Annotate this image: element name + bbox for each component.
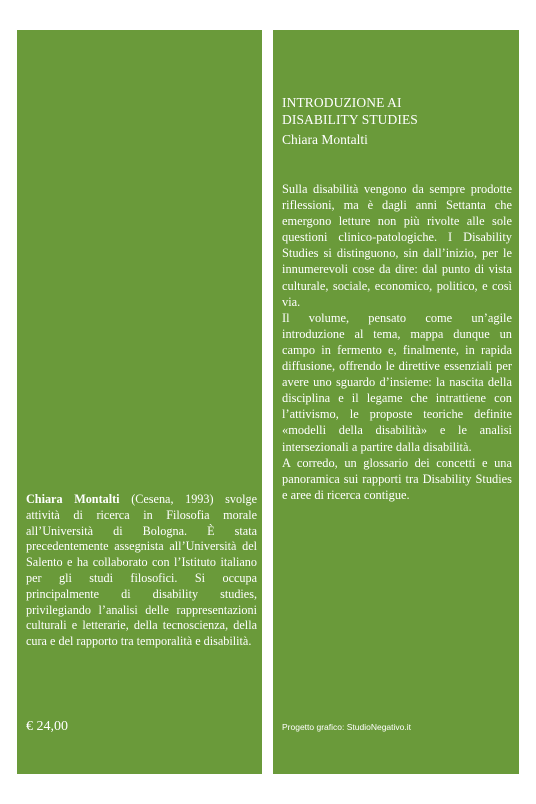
bio-author-name: Chiara Montalti xyxy=(26,492,120,506)
blurb-paragraph-3: A corredo, un glossario dei concetti e una panoramica sui rapporti tra Disability Studies e aree di ricerca contigue. xyxy=(282,455,512,502)
book-title-line-2: DISABILITY STUDIES xyxy=(282,112,418,127)
blurb-paragraph-1: Sulla disabilità vengono da sempre prodotte riflessioni, ma è dagli anni Settanta che emergono letture non più rivolte alle sole questioni clinico-patologiche. I Disability Studies si distinguono, sin dall’inizio, per le innumerevoli cose da dire: dal punto di vista culturale, sociale, economico, politico, e così via. xyxy=(282,182,512,309)
back-cover-blurb xyxy=(282,181,512,503)
author-bio xyxy=(26,492,257,650)
left-cover-panel xyxy=(17,30,262,774)
book-author: Chiara Montalti xyxy=(282,132,368,147)
book-title xyxy=(282,94,502,128)
bio-text: (Cesena, 1993) svolge attività di ricerca in Filosofia morale all’Università di Bologna. È stata precedentemente assegnista all’Università del Salento e ha collaborato con l’Istituto italiano per gli studi filosofici. Si occupa principalmente di disability studies, privilegiando l’analisi delle rappresentazioni culturali e letterarie, della tecnoscienza, della cura e del rapporto tra temporalità e disabilità. xyxy=(26,492,258,649)
blurb-paragraph-2: Il volume, pensato come un’agile introduzione al tema, mappa dunque un campo in fermento e, finalmente, in rapida diffusione, offrendo le direttive essenziali per avere uno sguardo d’insieme: la nascita della disciplina e il legame che intrattiene con l’attivismo, le proposte teoriche definite «modelli della disabilità» e le analisi intersezionali a partire dalla disabilità. xyxy=(282,310,512,454)
book-title-line-1: INTRODUZIONE AI xyxy=(282,95,402,110)
price-label: € 24,00 xyxy=(26,719,68,734)
design-credit: Progetto grafico: StudioNegativo.it xyxy=(282,722,411,732)
